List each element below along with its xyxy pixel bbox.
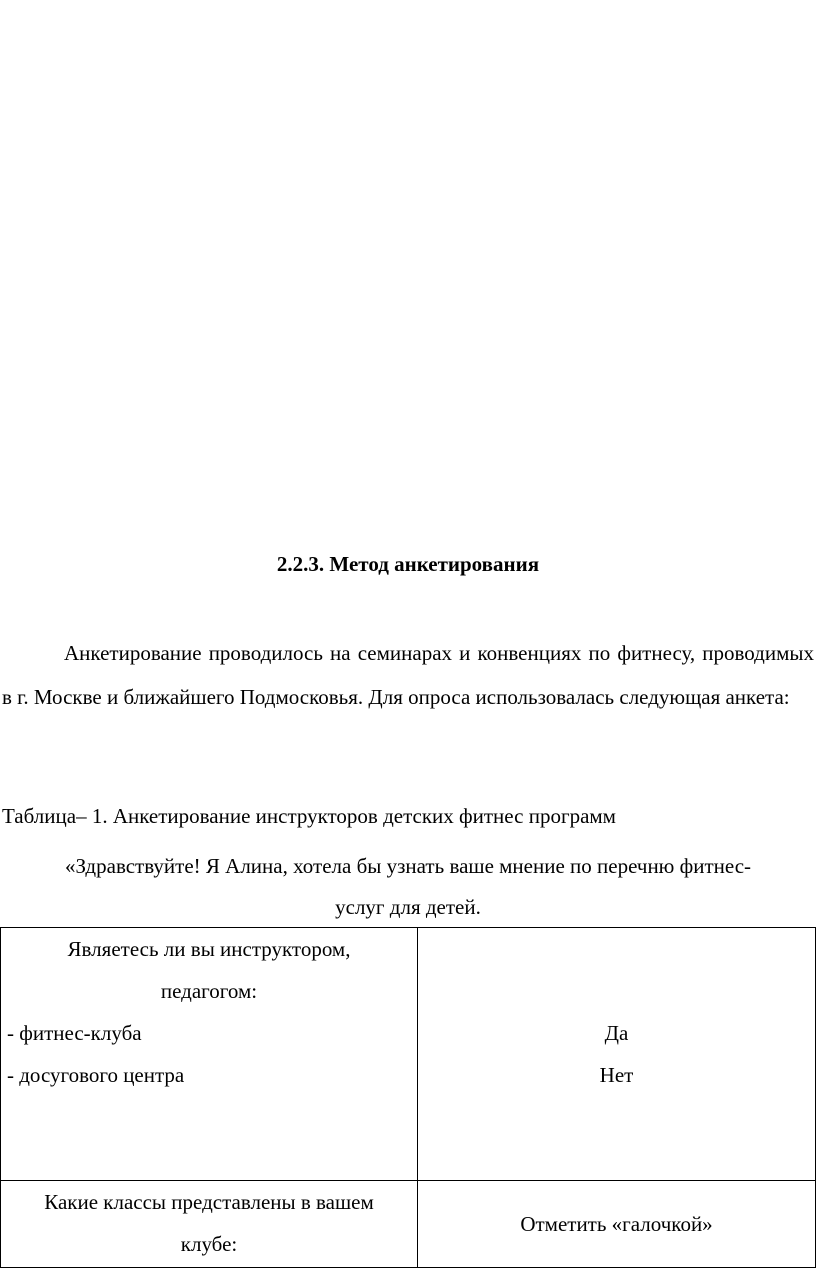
option-fitness-club: - фитнес-клуба — [7, 1021, 142, 1045]
option-leisure-center: - досугового центра — [7, 1063, 185, 1087]
answer-cell — [418, 928, 816, 1181]
greeting-text — [0, 846, 816, 928]
table-row — [1, 928, 816, 1181]
survey-table — [0, 927, 816, 1268]
greeting-line-2: услуг для детей. — [335, 895, 481, 919]
greeting-line-1: «Здравствуйте! Я Алина, хотела бы узнать ваше мнение по перечню фитнес- — [64, 854, 752, 878]
table-row — [1, 1181, 816, 1268]
answer-mark-checkbox: Отметить «галочкой» — [520, 1212, 713, 1236]
section-heading: 2.2.3. Метод анкетирования — [276, 552, 540, 576]
question-cell — [1, 1181, 418, 1268]
question-cell — [1, 928, 418, 1181]
table-caption: Таблица– 1. Анкетирование инструкторов детских фитнес программ — [2, 804, 616, 828]
paragraph-line-2: проводимых в г. Москве и ближайшего Подмосковья. Для опроса — [2, 641, 814, 709]
question-line: Являетесь ли вы инструктором, — [67, 937, 351, 961]
paragraph-line-3: использовалась следующая анкета: — [475, 685, 790, 709]
intro-paragraph — [2, 631, 814, 719]
answer-cell — [418, 1181, 816, 1268]
answer-no: Нет — [599, 1063, 634, 1087]
question-line: клубе: — [180, 1232, 238, 1256]
question-line: педагогом: — [160, 979, 258, 1003]
question-line: Какие классы представлены в вашем — [44, 1190, 374, 1214]
paragraph-line-1: Анкетирование проводилось на семинарах и конвенциях по фитнесу, — [64, 641, 696, 665]
answer-yes: Да — [604, 1021, 629, 1045]
